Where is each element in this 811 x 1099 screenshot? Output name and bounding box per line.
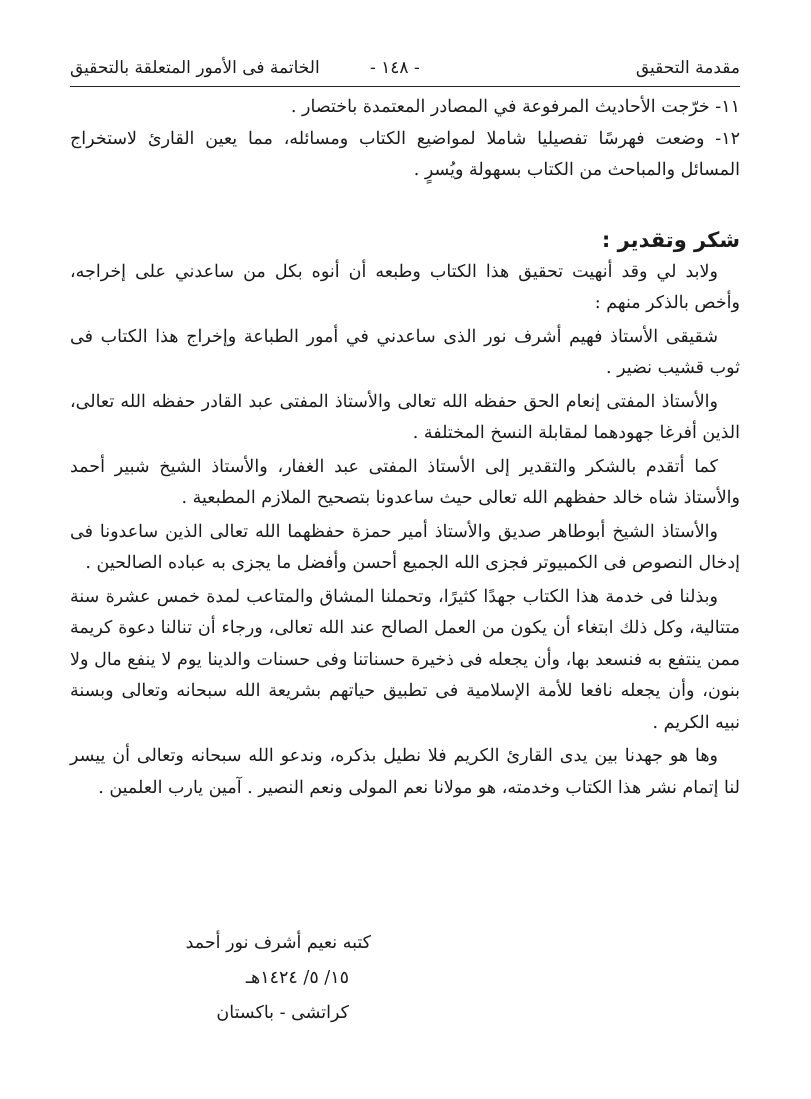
- page-number: - ١٤٨ -: [370, 58, 420, 78]
- signature-place: كراتشى - باكستان: [216, 1003, 349, 1023]
- section-title: مقدمة التحقيق: [635, 58, 740, 78]
- signature-date: ١٥/ ٥/ ١٤٢٤هـ: [245, 968, 349, 988]
- running-header: [70, 52, 740, 87]
- paragraph: وبذلنا فى خدمة هذا الكتاب جهدًا كثيرًا، وتحملنا المشاق والمتاعب لمدة خمس عشرة سنة متتالية، وكل ذلك ابتغاء أن يكون من العمل الصالح عند الله تعالى، ورجاء أن تنالنا دعوة كريمة ممن ينتفع به فنسعد بها، وأن يجعله فى ذخيرة حسناتنا وفى حسنات والدينا يوم لا ينفع مال ولا بنون، وأن يجعله نافعا للأمة الإسلامية فى تطبيق حياتهم بشريعة الله سبحانه وتعالى وبسنة نبيه الكريم .: [70, 586, 740, 733]
- signature-block: [151, 926, 371, 1031]
- section-heading: شكر وتقدير :: [601, 227, 740, 252]
- paragraph: وها هو جهدنا بين يدى القارئ الكريم فلا نطيل بذكره، وندعو الله سبحانه وتعالى أن ييسر لنا إتمام نشر هذا الكتاب وخدمته، هو مولانا نعم المولى ونعم النصير . آمين يارب العلمين .: [70, 746, 740, 798]
- paragraph: كما أتقدم بالشكر والتقدير إلى الأستاذ المفتى عبد الغفار، والأستاذ الشيخ شبير أحمد والأستاذ شاه خالد حفظهم الله تعالى حيث ساعدونا بتصحيح الملازم المطبعية .: [70, 456, 740, 508]
- paragraph: شقيقى الأستاذ فهيم أشرف نور الذى ساعدني في أمور الطباعة وإخراج هذا الكتاب فى ثوب قشيب نضير .: [70, 326, 740, 378]
- page-body: [70, 92, 740, 804]
- signature-author: كتبه نعيم أشرف نور أحمد: [185, 933, 371, 953]
- paragraph: والأستاذ الشيخ أبوطاهر صديق والأستاذ أمير حمزة حفظهما الله تعالى الذين ساعدونا فى إدخال النصوص فى الكمبيوتر فجزى الله الجميع أحسن وأفضل ما يجزى به عباده الصالحين .: [70, 521, 740, 573]
- paragraph: ولابد لي وقد أنهيت تحقيق هذا الكتاب وطبعه أن أنوه بكل من ساعدني على إخراجه، وأخص بالذكر منهم :: [70, 261, 740, 313]
- list-item: ١١- خرّجت الأحاديث المرفوعة في المصادر المعتمدة باختصار .: [290, 97, 740, 117]
- paragraph: والأستاذ المفتى إنعام الحق حفظه الله تعالى والأستاذ المفتى عبد القادر حفظه الله تعالى، الذين أفرغا جهودهما لمقابلة النسخ المختلفة .: [70, 391, 740, 443]
- list-item: ١٢- وضعت فهرسًا تفصيليا شاملا لمواضيع الكتاب ومسائله، مما يعين القارئ لاستخراج المسائل والمباحث من الكتاب بسهولة ويُسرٍ .: [70, 128, 740, 180]
- chapter-title: الخاتمة فى الأمور المتعلقة بالتحقيق: [70, 58, 320, 78]
